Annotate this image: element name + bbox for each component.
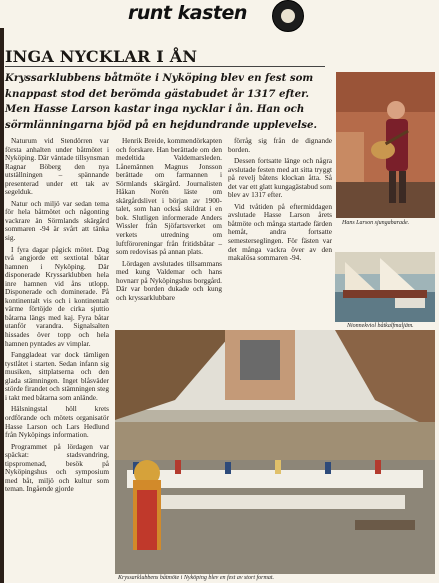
photo-marina <box>335 252 435 322</box>
photo-courtyard-feast <box>115 330 435 574</box>
paragraph: Fanggladeat var dock tämligen tystlåtet i starten. Sedan infann sig musiken, sittplatserna och den glada stämningen. Inget blåsväder störde firandet och stämningen steg i takt med båtarna som anlände. <box>5 350 109 402</box>
caption-musician: Hans Larson sjungabarade. <box>342 220 410 226</box>
photo-musician <box>336 72 435 218</box>
paragraph: Vid tvåtiden på eftermiddagen avslutade Hasse Larson årets båtmöte och många startade färden hemåt, andra fortsatte semesterseglingen. För fästen var det många vackra över av den makalösa sommaren -94. <box>228 201 332 263</box>
paragraph: Programmet på lördagen var späckat: stadsvandring, tipspromenad, besök på Nyköpingshus och symposium med båt, miljö och kultur som teman. Ingående gjorde <box>5 441 109 494</box>
paragraph: förråg sig från de dignande borden. <box>228 136 332 154</box>
paragraph: Dessen fortsatte länge och några avslutade festen med att sitta tryggt på revelj båtens klockan åtta. Så det var ett glatt kungagästabud som blev av 1317 efter. <box>228 156 332 200</box>
caption-main: Kryssarklubbens båtmöte i Nyköping blev en fest av stort format. <box>118 575 274 581</box>
paragraph: Henrik Breide, kommendörkapten och forskare. Han berättade om den medeltida Valdemarsleden. Lånemännen Magnus Jonsson berättade om farmannen i Sörmlands skärgård. Journalisten Håkan Norén läste om skärgårdslivet i början av 1900-talet, som han också skildrat i en bok. Slutligen informerade Anders Wissler från Sjöfartsverket om verkets utredning om luftföroreningar från fritidsbåtar – som redovisas på annan plats. <box>116 136 222 257</box>
article-column-2 <box>116 137 222 305</box>
article-column-1 <box>5 137 109 497</box>
paragraph: I fyra dagar pågick mötet. Dag två angjorde ett sextiotal båtar hamnen i Nyköping. Där disponerade Kryssarklubben hela inre hamnen vid åns utlopp. Disponerade och dominerade. På kontinentalt vis och i kontinentalt värme förtöjde de cirka sjuttio båtarna längs med kaj. Fyra båtar utanför varandra. Signalsalten hissades över topp och hela hamnen pyntades av vimplar. <box>5 244 109 348</box>
article-column-3 <box>228 137 332 266</box>
paragraph: Hälsningstal höll krets ordförande och mötets organisatör Hasse Larson och Lars Hedlund från Nyköpings information. <box>5 404 109 440</box>
paragraph: Lördagen avslutades tillsammans med kung Valdemar och hans hovnarr på Nyköpingshus borggård. Där var borden dukade och kung och kryssarklubbare <box>116 258 222 302</box>
left-rule <box>0 28 4 583</box>
caption-marina: Nionnekviol båtkalfmaljäm. <box>347 323 414 329</box>
article-lead: Kryssarklubbens båtmöte i Nyköping blev en fest som knappast stod det berömda gästabudet år 1317 efter. Men Hasse Larson kastar inga nycklar i ån. Han och sörmlänningarna bjöd på en hejdundrande upplevelse. <box>5 72 318 131</box>
article-headline: INGA NYCKLAR I ÅN <box>5 47 198 66</box>
masthead-seal-icon <box>272 0 304 32</box>
paragraph: Natur och miljö var sedan tema för hela båtmötet och någonting vackrare än Sörmlands skärgård sommaren -94 är svårt att tänka sig. <box>5 198 109 243</box>
paragraph: Naturum vid Stendörren var första anhalten under båtmötet i Nyköping. Där väntade tillsynsman Ragnar Böberg den nya utställningen – spännande presenterad under ett tak av segelduk. <box>5 136 109 197</box>
headline-rule <box>5 66 325 67</box>
masthead <box>128 0 318 30</box>
masthead-title: runt kasten <box>128 2 247 24</box>
